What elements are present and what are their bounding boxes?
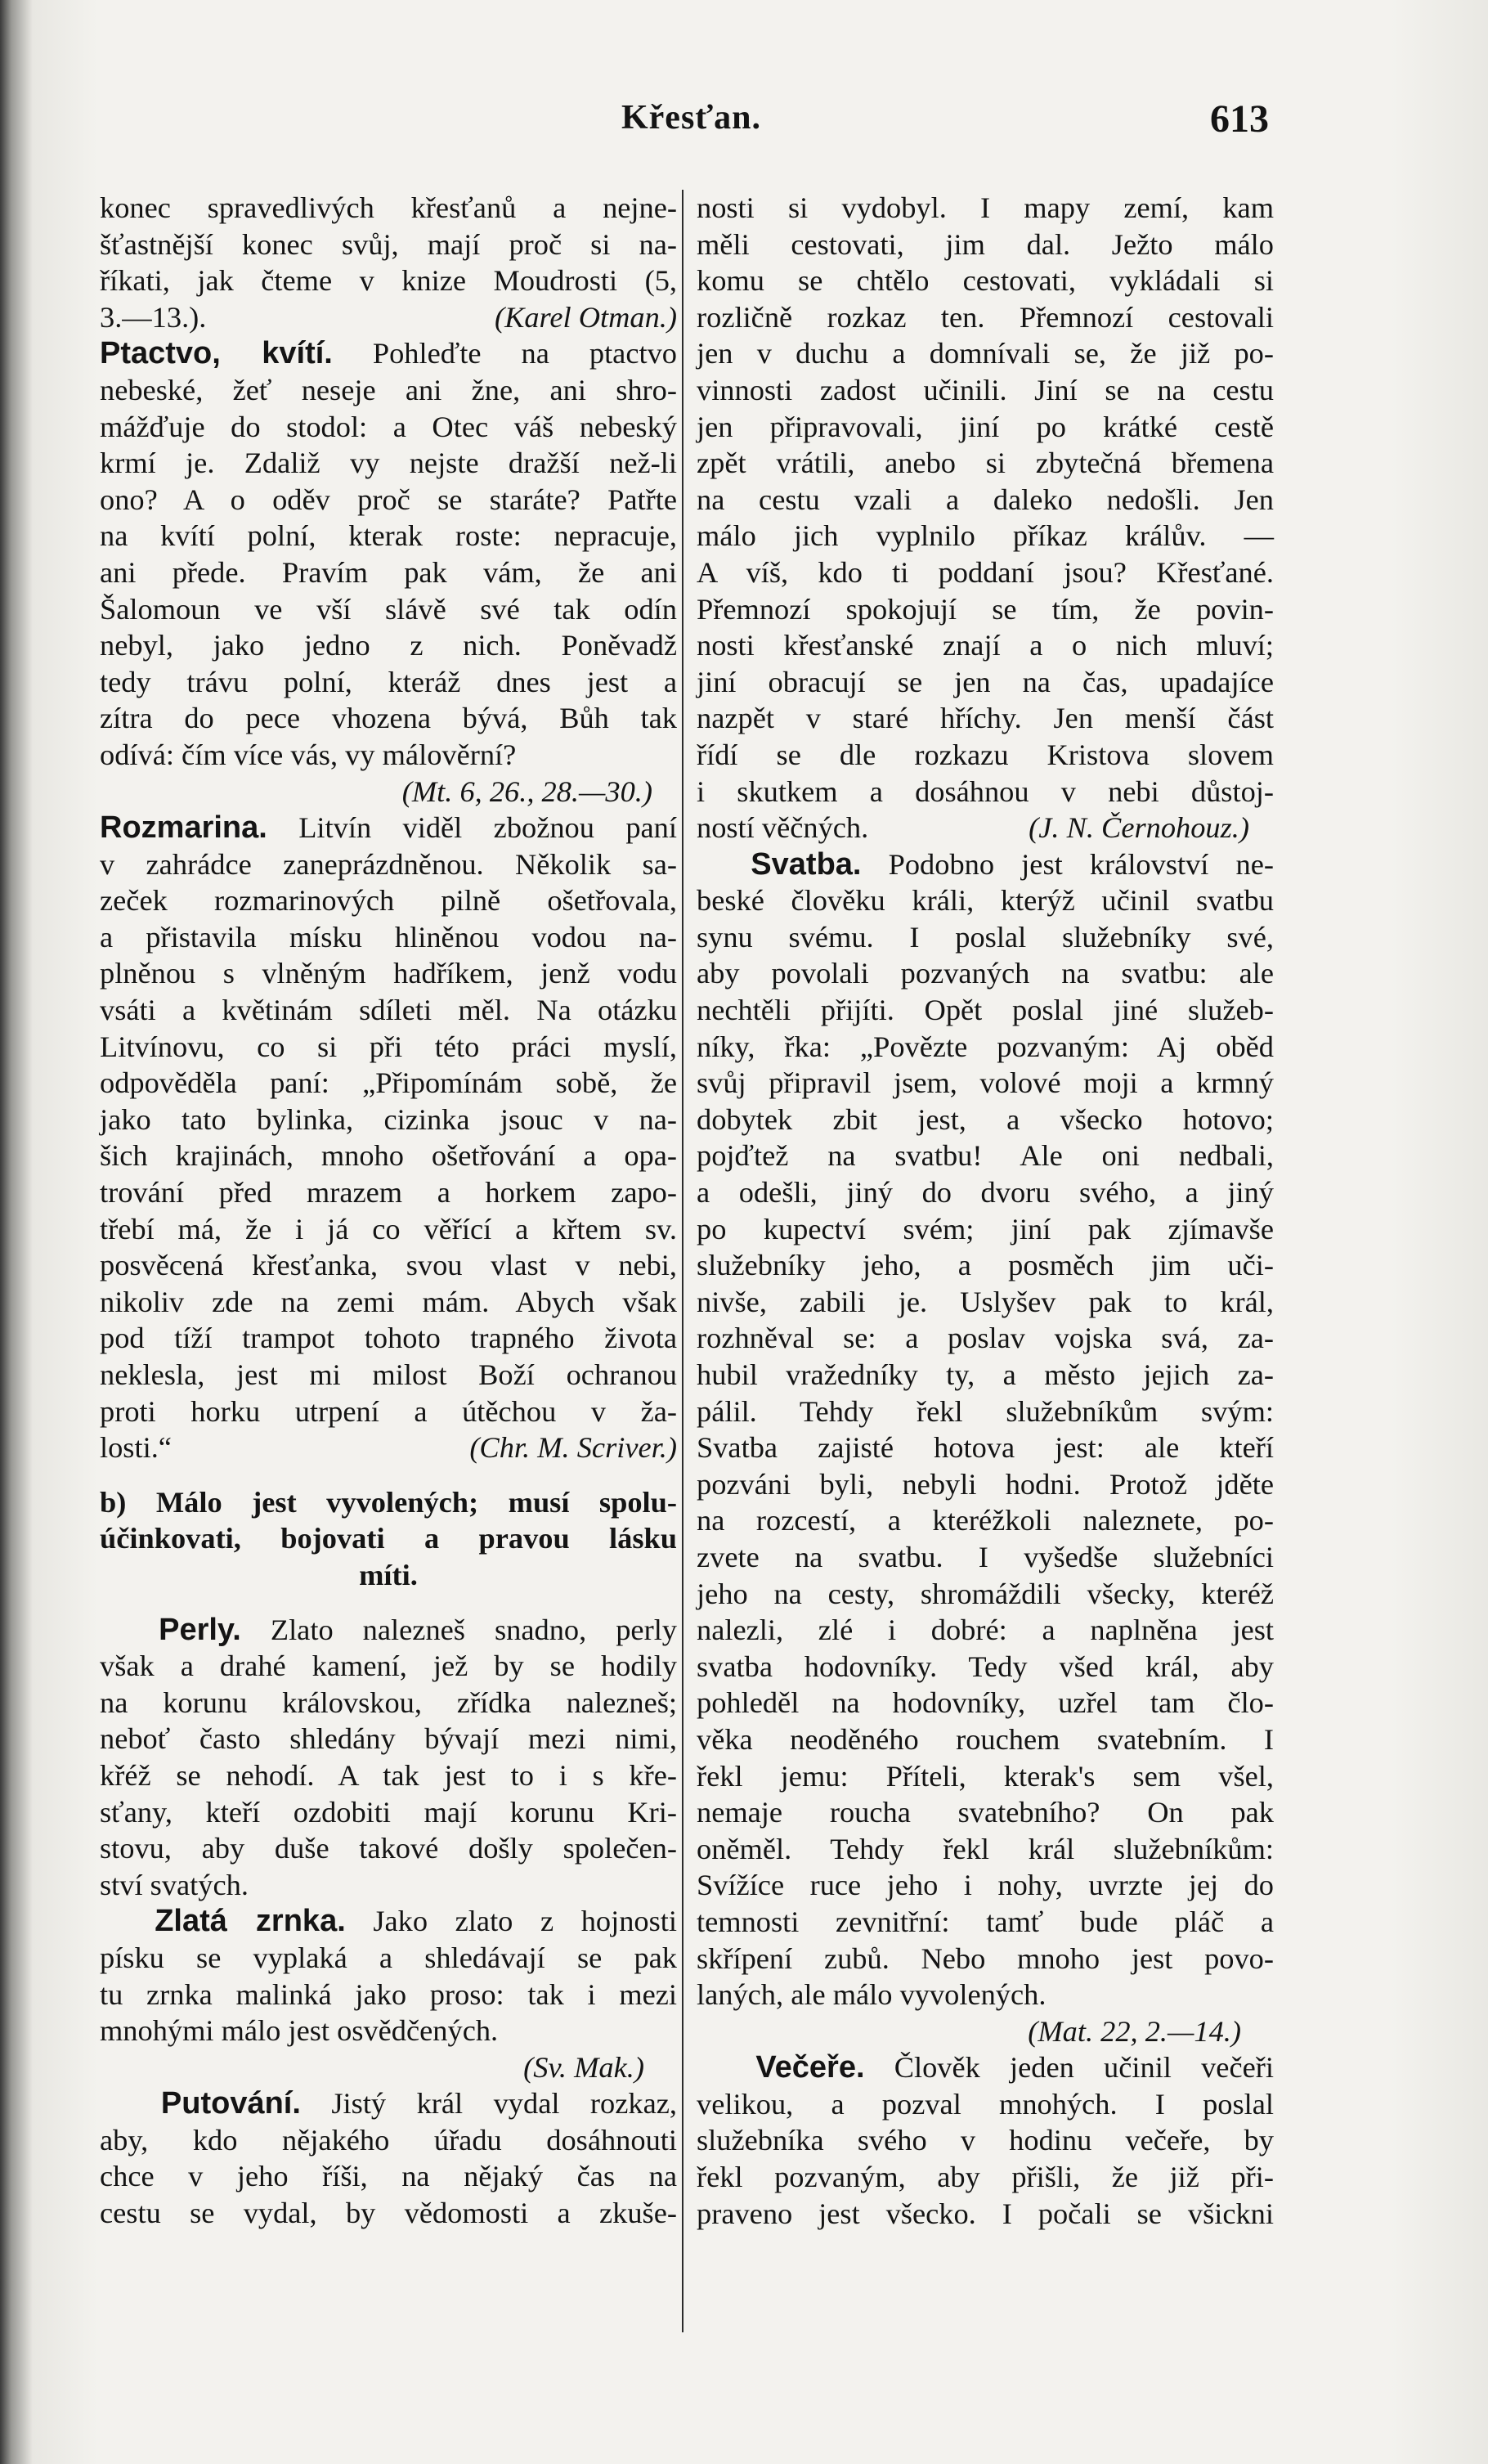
text-line: jiní obracují se jen na čas, upadajíce [697,665,1274,698]
text-line: měli cestovati, jim dal. Ježto málo [697,227,1274,261]
intro-paragraph [100,190,677,335]
text-line: nosti si vydobyl. I mapy zemí, kam [697,191,1274,224]
text-line: málo jich vyplnilo příkaz králův. — [697,519,1274,553]
text-line: zvete na svatbu. I vyšedše služebníci [697,1540,1274,1573]
column-divider [682,190,683,2332]
text-line: nechtěli přijíti. Opět poslal jiné služeb- [697,994,1274,1027]
text-line: vsáti a květinám sdíleti měl. Na otázku [100,994,677,1027]
text-line: nosti křesťanské znají a o nich mluví; [697,629,1274,662]
text-line: sťany, kteří ozdobiti mají korunu Kri- [100,1795,677,1829]
text-line-with-source [697,810,1274,846]
text-line: synu svému. I poslal služebníky své, [697,920,1274,954]
text-line: zítra do pece vhozena bývá, Bůh tak [100,702,677,735]
text-line: jeho na cesty, shromáždili všecky, kteréž [697,1577,1274,1610]
entry-first-line [100,1612,677,1649]
text-line: dobytek zbit jest, a všecko hotovo; [697,1102,1274,1136]
text-line: ani přede. Pravím pak vám, že ani [100,555,677,589]
text-line: jako tato bylinka, cizinka jsouc v na- [100,1102,677,1136]
text-line: nivše, zabili je. Uslyšev pak to král, [697,1285,1274,1318]
text-line: pohleděl na hodovníky, uzřel tam člo- [697,1686,1274,1720]
text-line: velikou, a pozval mnohých. I poslal [697,2087,1274,2121]
section-heading-b [100,1484,677,1594]
text-line: zeček rozmarinových pilně ošetřovala, [100,884,677,918]
text-line: chce v jeho říši, na nějaký čas na [100,2160,677,2193]
text-line: ono? A o oděv proč se staráte? Patřte [100,482,677,516]
text-line: na korunu královskou, zřídka nalezneš; [100,1685,677,1719]
text-line: však a drahé kamení, jež by se hodily [100,1649,677,1683]
entry-perly [100,1612,677,1904]
text-line: praveno jest všecko. I počali se všickni [697,2197,1274,2230]
entry-first-line [100,2085,677,2122]
text-line: Svatba zajisté hotova jest: ale kteří [697,1431,1274,1465]
text-line: na rozcestí, a kteréžkoli naleznete, po- [697,1504,1274,1537]
text-line: pojďtež na svatbu! Ale oni nedbali, [697,1139,1274,1173]
heading-line: míti. [359,1558,418,1591]
text-line: řekl jemu: Příteli, kterak's sem všel, [697,1759,1274,1793]
text-fragment: Pohleďte na ptactvo [372,337,677,370]
text-line: a odešli, jiný do dvoru svého, a jiný [697,1176,1274,1210]
text-line: v zahrádce zaneprázdněnou. Několik sa- [100,847,677,881]
text-line: řídí se dle rozkazu Kristova slovem [697,738,1274,771]
text-line: služebníky jeho, a posměch jim uči- [697,1249,1274,1282]
entry-term: Večeře. [755,2050,865,2085]
entry-first-line [100,810,677,846]
entry-term: Rozmarina. [100,810,267,846]
source-citation: (Karel Otman.) [494,300,677,334]
text-line: šťastnější konec svůj, mají proč si na- [100,227,677,261]
text-fragment: 3.—13.). [100,300,207,334]
text-line: věka neoděného rouchem svatebním. I [697,1722,1274,1756]
text-line: rozličně rozkaz ten. Přemnozí cestovali [697,300,1274,334]
text-line: neklesla, jest mi milost Boží ochranou [100,1358,677,1391]
text-line: nebyl, jako jedno z nich. Poněvadž [100,629,677,662]
text-line: níky, řka: „Povězte pozvaným: Aj oběd [697,1030,1274,1063]
text-line: po kupectví svém; jiní pak zjímavše [697,1212,1274,1245]
text-line: odívá: čím více vás, vy málověrní? [100,738,517,771]
text-line: beské člověku králi, kterýž učinil svatbu [697,884,1274,918]
text-line: nemaje roucha svatebního? On pak [697,1796,1274,1829]
text-line: oněměl. Tehdy řekl král služebníkům: [697,1832,1274,1865]
text-line: Litvínovu, co si při této práci myslí, [100,1030,677,1063]
text-line: pod tíží trampot tohoto trapného života [100,1322,677,1355]
text-line: nalezli, zlé i dobré: a naplněna jest [697,1613,1274,1647]
text-line: Svížíce ruce jeho i nohy, uvrzte jej do [697,1869,1274,1902]
source-citation: (Chr. M. Scriver.) [469,1431,677,1465]
entry-term: Svatba. [751,846,862,882]
text-line: říkati, jak čteme v knize Moudrosti (5, [100,264,677,298]
text-fragment: Jistý král vydal rozkaz, [331,2087,677,2121]
text-line: rozhněval se: a poslav vojska svá, za- [697,1322,1274,1355]
source-citation: (Sv. Mak.) [523,2050,644,2084]
text-line: jen v duchu a domnívali se, že již po- [697,337,1274,370]
entry-ptactvo [100,335,677,810]
entry-vecere [697,2049,1274,2232]
text-fragment: Jako zlato z hojnosti [373,1905,677,1938]
text-line: jen připravovali, jiní po krátké cestě [697,410,1274,443]
text-line: svůj připravil jsem, volové moji a krmný [697,1066,1274,1100]
text-line: vinnosti zadost učinili. Jiní se na cestu [697,373,1274,406]
text-fragment: Podobno jest království ne- [888,847,1275,881]
text-line: křéž se nehodí. A tak jest to i s kře- [100,1758,677,1792]
text-line-with-source [100,1429,677,1466]
text-line: plněnou s vlněným hadříkem, jenž vodu [100,957,677,990]
entry-rozmarina [100,810,677,1466]
entry-term: Ptactvo, kvítí. [100,336,333,371]
text-line: komu se chtělo cestovati, vykládali si [697,264,1274,298]
entry-first-line [100,335,677,372]
text-line: aby povolali pozvaných na svatbu: ale [697,957,1274,990]
running-header-title: Křesťan. [621,99,762,137]
text-line: na kvítí polní, kterak roste: nepracuje, [100,519,677,553]
text-fragment: ností věčných. [697,811,869,845]
text-line-with-source [100,299,677,336]
text-line: krmí je. Zdaliž vy nejste dražší než-li [100,447,677,480]
text-line: svatba hodovníky. Tedy všed král, aby [697,1649,1274,1683]
text-line: tedy trávu polní, kteráž dnes jest a [100,665,677,698]
text-line: trování před mrazem a horkem zapo- [100,1176,677,1210]
heading-line: účinkovati, bojovati a pravou lásku [100,1522,677,1555]
source-citation: (J. N. Černohouz.) [1029,811,1249,845]
entry-first-line [100,1903,677,1940]
text-line: proti horku utrpení a útěchou v ža- [100,1394,677,1428]
text-line: stovu, aby duše takové došly společen- [100,1832,677,1865]
entry-term: Putování. [160,2086,301,2121]
text-line: pozváni byli, nebyli hodni. Protož jděte [697,1467,1274,1501]
text-line: hubil vražedníky ty, a město jejich za- [697,1358,1274,1391]
text-fragment: Litvín viděl zbožnou paní [298,811,677,845]
text-fragment: Zlato nalezneš snadno, perly [270,1613,677,1646]
text-line: posvěcená křesťanka, svou vlast v nebi, [100,1249,677,1282]
text-line: Šalomoun ve vší slávě své tak odín [100,592,677,626]
text-line: nazpět v staré hříchy. Jen menší část [697,702,1274,735]
source-citation: (Mt. 6, 26., 28.—30.) [401,774,652,808]
entry-term: Zlatá zrnka. [155,1904,346,1939]
text-line: neboť často shledány bývají mezi nimi, [100,1722,677,1756]
text-line: šich krajinách, mnoho ošetřování a opa- [100,1139,677,1173]
text-line: laných, ale málo vyvolených. [697,1978,1047,2012]
text-line: tu zrnka malinká jako proso: tak i mezi [100,1977,677,2011]
text-line: řekl pozvaným, aby přišli, že již při- [697,2161,1274,2194]
text-line: nikoliv zde na zemi mám. Abych však [100,1285,677,1318]
text-line: cestu se vydal, by vědomosti a zkuše- [100,2197,677,2230]
left-column [100,190,677,2232]
text-line: aby, kdo nějakého úřadu dosáhnouti [100,2123,677,2157]
text-line: služebníka svého v hodinu večeře, by [697,2124,1274,2157]
entry-putovani-continued [697,190,1274,846]
spacer [100,1466,677,1484]
text-line: odpověděla paní: „Připomínám sobě, že [100,1066,677,1100]
text-line: mnohými málo jest osvědčených. [100,2014,499,2048]
text-line: skřípení zubů. Nebo mnoho jest povo- [697,1941,1274,1975]
text-line: A víš, kdo ti poddaní jsou? Křesťané. [697,555,1274,589]
text-line: nebeské, žeť neseje ani žne, ani shro- [100,373,677,406]
text-fragment: losti.“ [100,1431,172,1465]
entry-first-line [697,2049,1274,2086]
text-line: zpět vrátili, anebo si zbytečná břemena [697,447,1274,480]
entry-putovani [100,2085,677,2231]
text-line: konec spravedlivých křesťanů a nejne- [100,191,677,224]
text-line: temnosti zevnitřní: tamť bude pláč a [697,1905,1274,1938]
text-line: Přemnozí spokojují se tím, že povin- [697,592,1274,626]
right-column [697,190,1274,2232]
text-line: mážďuje do stodol: a Otec váš nebeský [100,410,677,443]
heading-line: b) Málo jest vyvolených; musí spolu- [100,1485,677,1519]
spacer [100,1594,677,1612]
source-citation: (Mat. 22, 2.—14.) [1028,2014,1241,2048]
entry-term: Perly. [159,1612,241,1647]
entry-zlata-zrnka [100,1903,677,2085]
entry-first-line [697,846,1274,883]
text-line: písku se vyplaká a shledávají se pak [100,1941,677,1974]
text-line: na cestu vzali a daleko nedošli. Jen [697,482,1274,516]
text-line: třebí má, že i já co věřící a křtem sv. [100,1212,677,1245]
entry-svatba [697,846,1274,2050]
text-line: i skutkem a dosáhnou v nebi důstoj- [697,774,1274,808]
text-line: ství svatých. [100,1868,249,1901]
text-fragment: Člověk jeden učinil večeři [894,2051,1274,2085]
text-line: pálil. Tehdy řekl služebníkům svým: [697,1394,1274,1428]
page-number: 613 [1210,97,1269,141]
text-line: a přistavila mísku hliněnou vodou na- [100,920,677,954]
